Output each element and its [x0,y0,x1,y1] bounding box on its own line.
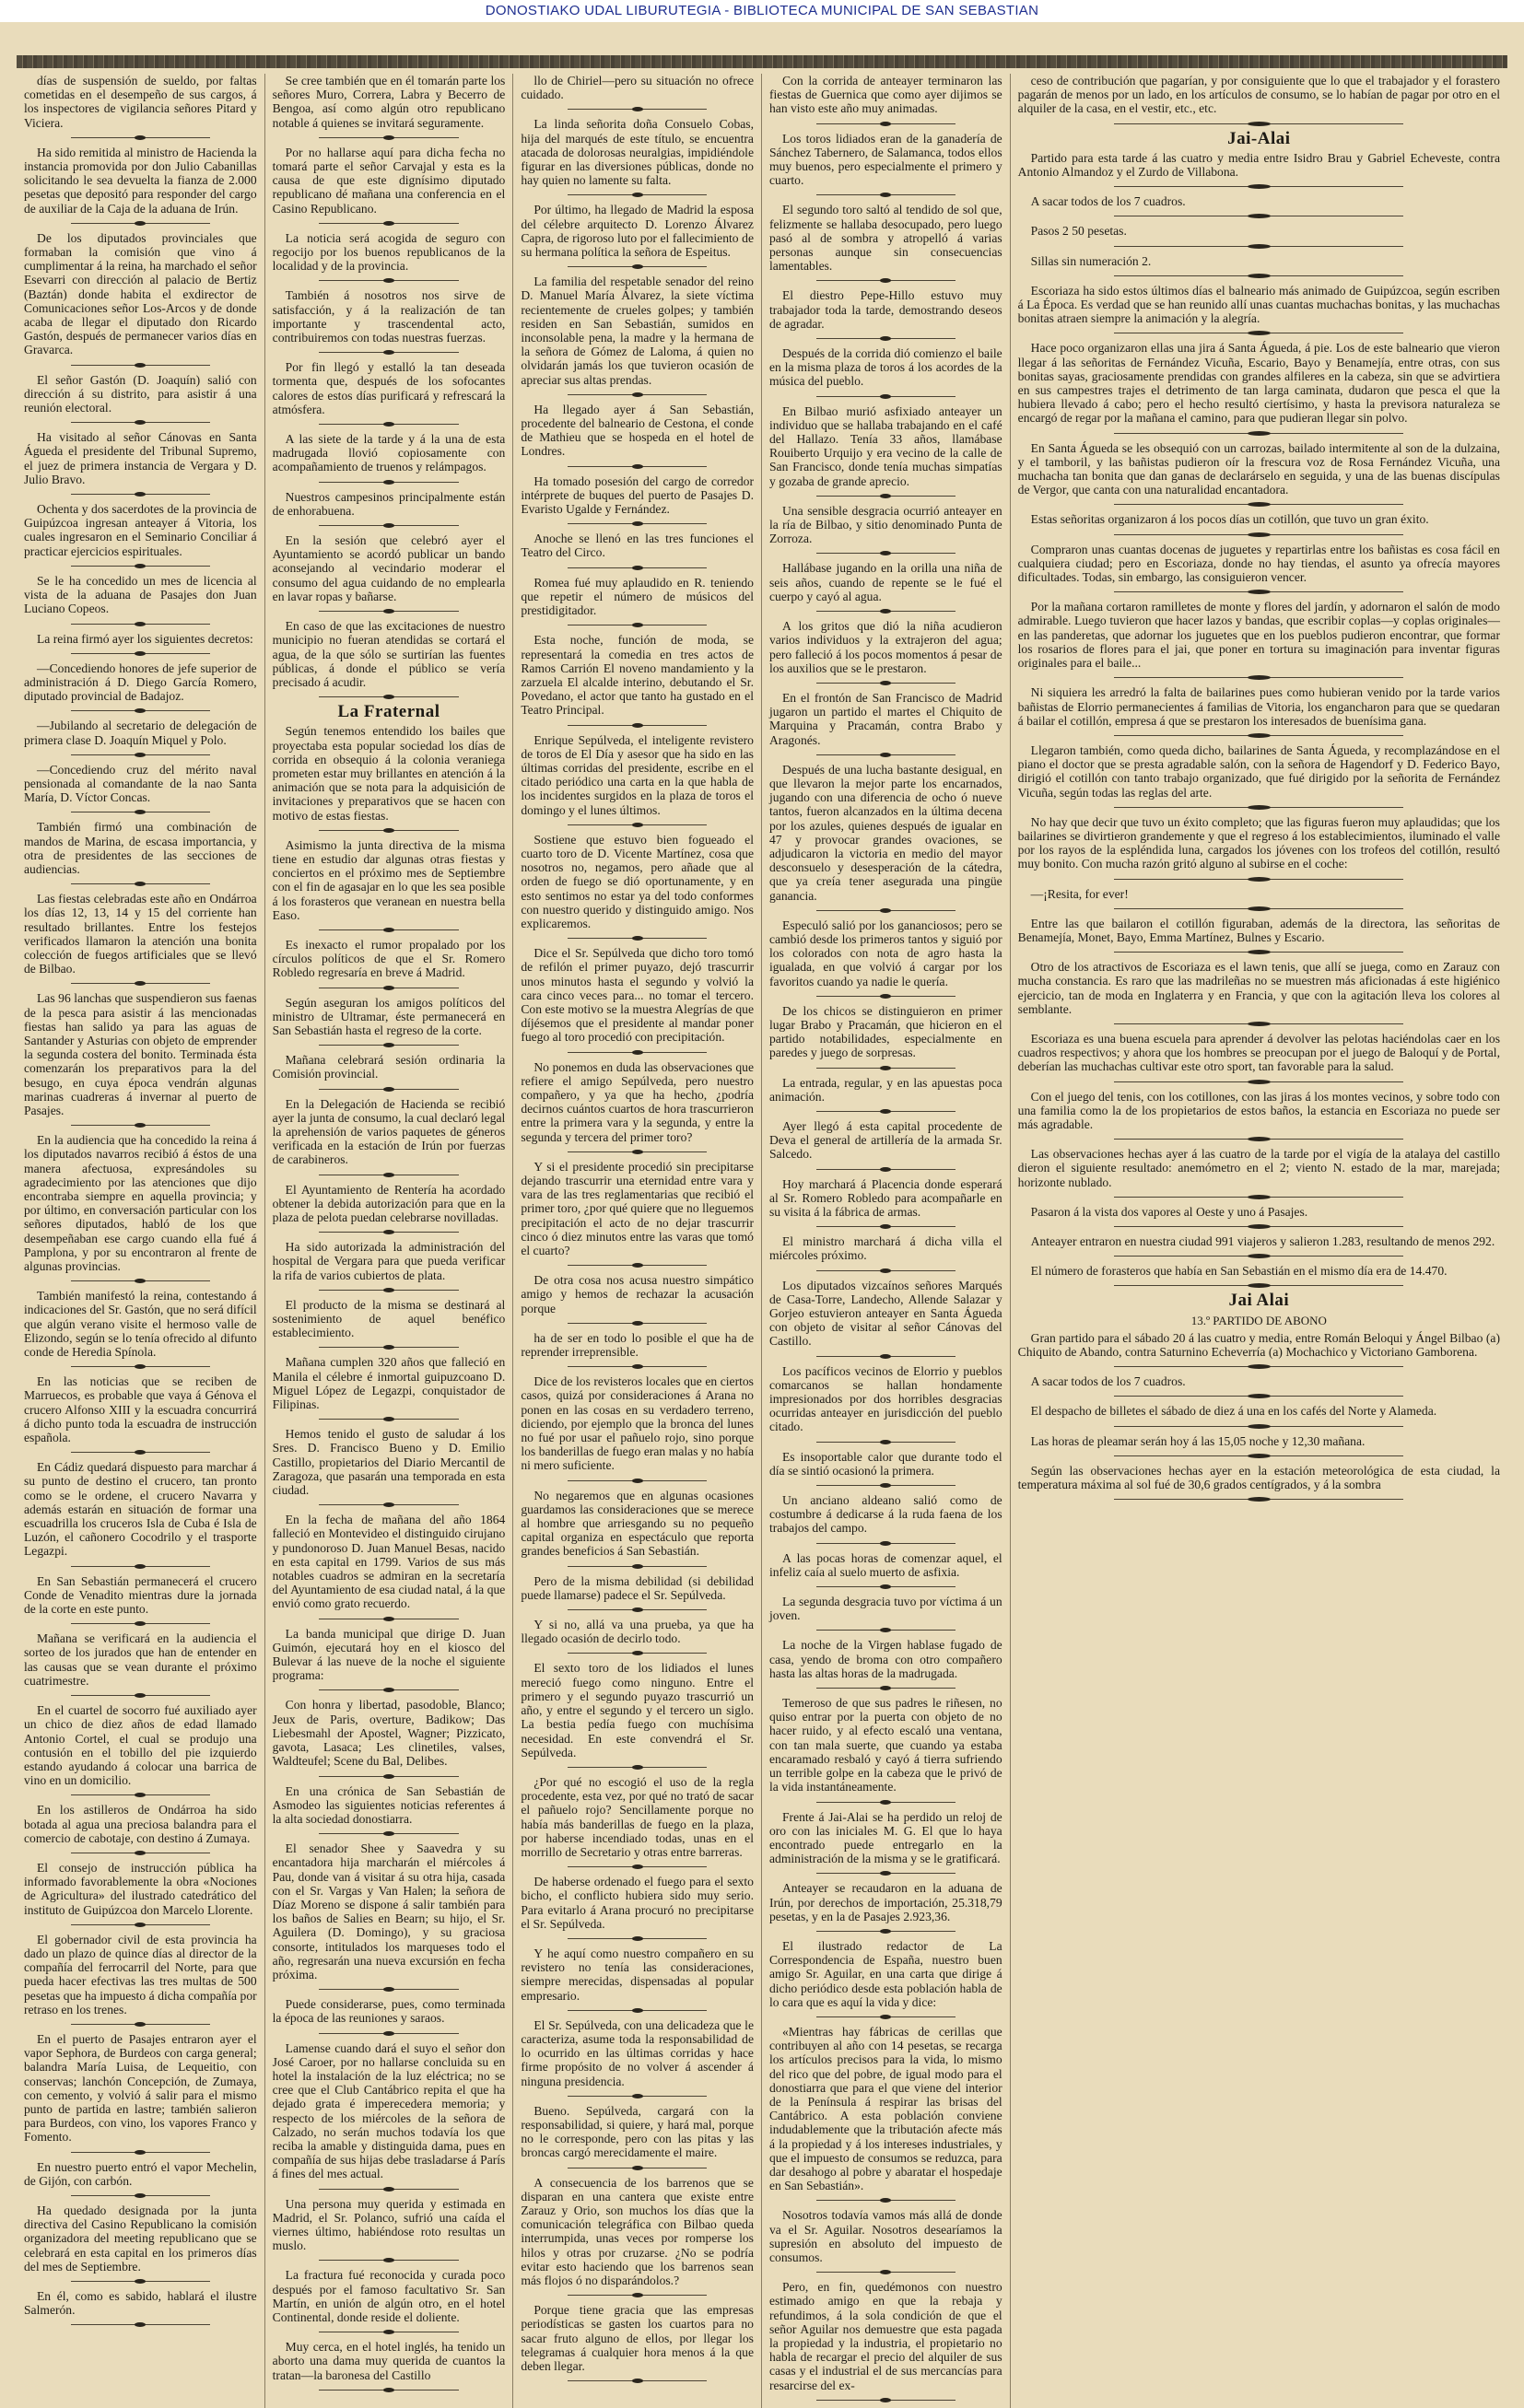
news-item: Entre las que bailaron el cotillón figuraban, además de la directora, las señoritas de Benamejía, Monet, Bayo, Emma Martínez, Bulnes y Escario. [1017,916,1500,944]
news-item: Mañana cumplen 320 años que falleció en Manila el célebre é inmortal guipuzcoano D. Miguel López de Legazpi, conquistador de Filipinas. [272,1355,506,1412]
news-item: Ni siquiera les arredró la falta de bailarines pues como hubieran venido por la tarde varios bañistas de Elorrio permanecientes á familias de Vitoria, los engancharon para que se quedaran á bailar el cotillón, empresa á que se prestaron los interesados de buenísima gana. [1017,685,1500,728]
item-separator [319,1776,459,1777]
item-separator [319,1419,459,1420]
news-item: Escoriaza ha sido estos últimos días el balneario más animado de Guipúzcoa, según escriben á La Época. Es verdad que se han reunido allí unas cuantas muchachas bonitas, y las muchachas bonitas atraen siempre la animación y la alegría. [1017,283,1500,326]
item-separator [568,1265,708,1266]
news-item: Anoche se llenó en las tres funciones el Teatro del Circo. [521,532,754,560]
item-separator [1114,1197,1403,1198]
item-separator [1114,504,1403,505]
item-separator [71,624,211,625]
news-item: De los chicos se distinguieron en primer lugar Brabo y Pracamán, que hicieron en el partido notabilidades, especialmente en paredes y juego de sorpresas. [768,1003,1002,1060]
item-separator [816,396,956,397]
item-separator [319,280,459,281]
news-item: Hoy marchará á Placencia donde esperará al Sr. Romero Robledo para acompañarle en su visita á la fábrica de armas. [768,1176,1002,1219]
item-separator [1114,246,1403,247]
news-item: Partido para esta tarde á las cuatro y media entre Isidro Brau y Gabriel Echeveste, contra Antonio Almandoz y el Zurdo de Villabona. [1017,150,1500,180]
item-separator [568,2380,708,2381]
news-item: En nuestro puerto entró el vapor Mechelin, de Gijón, con carbón. [24,2159,257,2188]
news-item: Y si no, allá va una prueba, ya que ha llegado ocasión de decirlo todo. [521,1618,754,1646]
news-item: El ilustrado redactor de La Correspondencia de España, nuestro buen amigo Sr. Aguilar, en una carta que dirige á dicho periódico desde esta población habla de lo cara que es aquí la vida y dice: [768,1938,1002,2009]
item-separator [1114,1139,1403,1140]
item-separator [568,1151,708,1152]
item-separator [816,1169,956,1170]
news-item: Con honra y libertad, pasodoble, Blanco; Jeux de Paris, overture, Badikow; Das Liebesmahl der Apostel, Wagner; Pizzicato, gavota, Lasaca; Les clinetiles, valses, Waldteufel; Scene du Bal, Delibes. [272,1698,506,1769]
news-item: Ayer llegó á esta capital procedente de Deva el general de artillería de la armada Sr. Salcedo. [768,1118,1002,1162]
news-item: Los toros lidiados eran de la ganadería de Sánchez Tabernero, de Salamanca, todos ellos muy buenos, pero especialmente el primero y cuarto. [768,131,1002,188]
news-item: Hace poco organizaron ellas una jira á Santa Águeda, á pie. Los de este balneario que vieron llegar á las señoritas de Fernández Vicuña, Escario, Bayo y Benamejía, entre otras, con sus bonitas sayas, graciosamente prendidas con grandes alfileres en la cabeza, sin que se advirtiera en sus campestres trajes el detrimento de tan larga caminata, dudaron que pesca el que la hubiera llevado á cabo; pero el hecho resultó ciertísimo, y hasta la previsora naturaleza se encargó de regar por la mañana el camino, para que pudieran llegar sin polvo. [1017,341,1500,426]
news-item: Ochenta y dos sacerdotes de la provincia de Guipúzcoa ingresan anteayer á Vitoria, los cuales ingresaron en el Seminario Conciliar á practicar ejercicios espirituales. [24,502,257,558]
item-separator [568,1866,708,1867]
news-item: Otro de los atractivos de Escoriaza es el lawn tenis, que allí se juega, como en Zarauz con mucha constancia. Es raro que las madrileñas no se muestren más aficionadas á este higiénico ejercicio, tan de moda en Inglaterra y en Francia, y que con la agitación lleva los colores al semblante. [1017,960,1500,1016]
news-item: Y si el presidente procedió sin precipitarse dejando trascurrir una eternidad entre vara y vara de las tres reglamentarias que recibió el primer toro, ¿por qué quiere que no lleguemos precipitación el acto de no dejar trascurrir cinco ó diez minutos entre las varas que tomó el cuarto? [521,1159,754,1258]
news-item: Sillas sin numeración 2. [1030,253,1152,268]
news-item: Gran partido para el sábado 20 á las cuatro y media, entre Román Beloqui y Ángel Bilbao (a) Chiquito de Abando, contra Saturnino Echeverría (a) Mochachico y Victoriano Gamborena. [1017,1330,1500,1359]
item-separator [71,710,211,711]
news-item: Las horas de pleamar serán hoy á las 15,05 noche y 12,30 mañana. [1030,1433,1366,1448]
item-separator [568,523,708,524]
news-item: Frente á Jai-Alai se ha perdido un reloj de oro con las iniciales M. G. El que lo haya encontrado puede entregarlo en la administración de la misma y se le gratificará. [768,1809,1002,1866]
item-separator [568,466,708,467]
item-separator [816,611,956,612]
item-separator [319,137,459,138]
news-item: Dice el Sr. Sepúlveda que dicho toro tomó de refilón el primer puyazo, dejó trascurrir unos minutos hasta el segundo y volvió la cara cinco veces para... no tomar el tercero. Con este motivo se la muestra Alegrías de que díjésemos que el presidente al mandar poner fuego al toro procedió con precipitación. [521,946,754,1045]
news-item: La entrada, regular, y en las apuestas poca animación. [768,1075,1002,1104]
news-item: En una crónica de San Sebastián de Asmodeo las siguientes noticias referentes á la alta sociedad donostiarra. [272,1783,506,1826]
item-separator [319,1089,459,1090]
news-item: Una persona muy querida y estimada en Madrid, el Sr. Polanco, sufrió una caída el viernes último, habiéndose roto resultas un muslo. [272,2196,506,2253]
masthead-rule [17,55,1507,68]
news-item: A consecuencia de los barrenos que se disparan en una cantera que existe entre Zarauz y Orio, son muchos los días que la comunicación telegráfica con Bilbao queda interrumpida, unas veces por romperse los hilos y otras por cruzarse. ¿No se podría evitar esto haciendo que los barrenos sean más flojos ó no disparándolos.? [521,2175,754,2287]
news-item: Mañana celebrará sesión ordinaria la Comisión provincial. [272,1053,506,1081]
item-separator [816,1485,956,1486]
item-separator [568,824,708,825]
news-item: Según las observaciones hechas ayer en la estación meteorológica de esta ciudad, la temperatura máxima al sol fué de 30,6 grados centígrados, y á la sombra [1017,1463,1500,1492]
column-1 [17,74,265,2408]
item-separator [816,2272,956,2273]
column-4 [762,74,1011,2408]
item-separator [319,1689,459,1690]
news-item: Bueno. Sepúlveda, cargará con la responsabilidad, si quiere, y hará mal, porque no le corresponde, pero con las pitas y las broncas cargó merecidamente el maire. [521,2103,754,2160]
item-separator [568,1566,708,1567]
news-item: Mañana se verificará en la audiencia el sorteo de los jurados que han de entender en las causas que se vean durante el próximo cuatrimestre. [24,1631,257,1688]
news-item: Pasaron á la vista dos vapores al Oeste y uno á Pasajes. [1030,1204,1308,1219]
column-3 [513,74,762,2408]
news-item: El diestro Pepe-Hillo estuvo muy trabajador toda la tarde, demostrando deseos de agradar. [768,288,1002,331]
item-separator [71,1623,211,1624]
item-separator [816,1543,956,1544]
item-separator [319,2033,459,2034]
item-separator [1114,1226,1403,1227]
news-item: Pero de la misma debilidad (si debilidad puede llamarse) padece el Sr. Sepúlveda. [521,1573,754,1602]
news-item: Por la mañana cortaron ramilletes de monte y flores del jardín, y adornaron el salón de modo admirable. Luego tuvieron que hacer lazos y bandas, que escribir coplas—y coplas originales—en las panderetas, que adornar los juguetes que en los pueblos pudieron encontrar, que formar los rosarios de flores para el jai, que poner en tortura su imaginación para inventar figuras originales para el baile... [1017,600,1500,671]
news-item: Ha sido remitida al ministro de Hacienda la instancia promovida por don Julio Cabanillas solicitando le sea devuelta la fianza de 2.000 pesetas que depositó para responder del cargo de auxiliar de la Caja de la aduana de Irún. [24,145,257,216]
news-item: Muy cerca, en el hotel inglés, ha tenido un aborto una dama muy querida de cuantos la tratan—la baronesa del Castillo [272,2340,506,2382]
item-separator [816,553,956,554]
news-item: Enrique Sepúlveda, el inteligente revistero de toros de El Día y asesor que ha sido en las últimas corridas del presidente, escribe en el citado periódico una carta en la que habla de los incidentes surgidos en la plaza de toros el domingo y el lunes últimos. [521,732,754,817]
news-item: En las noticias que se reciben de Marruecos, es probable que vaya á Génova el crucero Alfonso XIII y la escuadra concurrirá á dicho punto toda la escuadra de instrucción española. [24,1374,257,1445]
item-separator [816,2200,956,2201]
news-item: La segunda desgracia tuvo por víctima á un joven. [768,1595,1002,1623]
news-item: En el frontón de San Francisco de Madrid jugaron un partido el martes el Chiquito de Marquina y Pracamán, contra Brabo y Aragonés. [768,690,1002,747]
news-item: En la sesión que celebró ayer el Ayuntamiento se acordó publicar un bando aconsejando al vecindario moderar el consumo del agua cuidando de no emplearla en lavar ropas y bañarse. [272,533,506,603]
news-item: Las 96 lanchas que suspendieron sus faenas de la pesca para asistir á las mencionadas fiestas han salido ya para las aguas de Santander y Asturias con objeto de emprender la segunda costera del bonito. Terminada ésta comenzarán los preparativos para la del besugo, en cuya época vendrán algunas marinas cuadreras á invernar al puerto de Pasajes. [24,991,257,1117]
news-item: No hay que decir que tuvo un éxito completo; que las figuras fueron muy aplaudidas; que los bailarines se divirtieron grandemente y que el regreso á los establecimientos, iluminado el valle por los rayos de la espléndida luna, cargados los jóvenes con los trofeos del cotillón, resultó muy bonito. Con mucha razón gritó alguno al subirse en el coche: [1017,814,1500,871]
news-item: Los diputados vizcaínos señores Marqués de Casa-Torre, Landecho, Allende Salazar y Gorjeo estuvieron anteayer en Santa Águeda con objeto de visitar al señor Cánovas del Castillo. [768,1278,1002,1349]
item-separator [816,1586,956,1587]
item-separator [71,2195,211,2196]
item-separator [568,567,708,568]
item-separator [568,1366,708,1367]
item-separator [816,1356,956,1357]
item-separator [71,1794,211,1795]
news-item: Dice de los revisteros locales que en ciertos casos, quizá por consideraciones á Arana no ponen en las cosas en su verdadero terreno, diciendo, por ejemplo que la bronca del lunes no fué por usar el pañuelo rojo, sino porque los banderillas de fuego eran malas y no había ni mero suficiente. [521,1374,754,1473]
item-separator [816,1270,956,1271]
item-separator [568,394,708,395]
news-item: Anteayer entraron en nuestra ciudad 991 viajeros y salieron 1.283, resultando de menos 292. [1030,1233,1495,1248]
news-item: La noticia será acogida de seguro con regocijo por los buenos republicanos de la localidad y de la provincia. [272,230,506,274]
item-separator [1114,1426,1403,1427]
news-item: Ha tomado posesión del cargo de corredor intérprete de buques del puerto de Pasajes D. Evaristo Ugalde y Fernández. [521,473,754,517]
news-item: En el cuartel de socorro fué auxiliado ayer un chico de diez años de edad llamado Antonio Cortel, el cual se produjo una contusión en el tobillo del pie izquierdo estando ayudando á colocar una barrica de vino en un domicilio. [24,1703,257,1788]
item-separator [319,2189,459,2190]
item-separator [71,422,211,423]
item-separator [319,1232,459,1233]
news-item: A los gritos que dió la niña acudieron varios individuos y la extrajeron del agua; pero falleció á los pocos momentos á pesar de los auxilios que se le prestaron. [768,619,1002,675]
news-item: La fractura fué reconocida y curada poco después por el famoso facultativo Sr. San Martín, en unión de algún otro, en el hotel Continental, donde reside el doliente. [272,2268,506,2324]
item-separator [71,1695,211,1696]
item-separator [1114,591,1403,592]
news-item: Pasos 2 50 pesetas. [1030,224,1127,239]
item-separator [816,1630,956,1631]
news-item: El segundo toro saltó al tendido de sol que, felizmente se hallaba desocupado, pero luego pasó al de sombra y atropelló á varias personas aunque sin consecuencias lamentables. [768,203,1002,274]
item-separator [1114,1499,1403,1500]
item-separator [568,194,708,195]
item-separator [1114,735,1403,736]
news-item: Llegaron también, como queda dicho, bailarines de Santa Águeda, y recomplazándose en el piano el doctor que se presta agradable salón, con la señora de Hagendorf y D. Federico Bayo, dirigió el cotillón con tanto trabajo organizado, que fué dirigido por la señorita de Fernández Vicuña, según todas las reglas del arte. [1017,742,1500,800]
item-separator [71,137,211,138]
news-item: Los pacíficos vecinos de Elorrio y pueblos comarcanos se hallan hondamente impresionados por dos horribles desgracias ocurridas anteayer en jurisdicción del pueblo citado. [768,1363,1002,1434]
item-separator [568,109,708,110]
item-separator [568,725,708,726]
item-separator [568,266,708,267]
item-separator [1114,952,1403,953]
news-item: Un anciano aldeano salió como de costumbre á dedicarse á la ruda faena de los trabajos del campo. [768,1493,1002,1536]
item-separator [319,525,459,526]
news-item: La linda señorita doña Consuelo Cobas, hija del marqués de este título, se encuentra atacada de dolorosas neuralgias, impidiéndole figurar en las diversiones públicas, donde no hay quien no lamente su falta. [521,117,754,188]
item-separator [71,2024,211,2025]
news-item: Anteayer se recaudaron en la aduana de Irún, por derechos de importación, 25.318,79 pesetas, y en la de Pasajes 2.923,36. [768,1881,1002,1923]
item-separator [816,1068,956,1069]
item-separator [816,910,956,911]
item-separator [319,611,459,612]
item-separator [71,883,211,884]
news-item: ha de ser en todo lo posible el que ha de reprender irreprensible. [521,1330,754,1360]
news-item: llo de Chiriel—pero su situación no ofrece cuidado. [521,74,754,102]
news-item: Según tenemos entendido los bailes que proyectaba esta popular sociedad los días de corrida en obsequio á la colonia veraniega prometen estar muy brillantes en atención á la animación que se nota para la adquisición de invitaciones y preparativos que se hacen con motivo de estas fiestas. [272,724,506,823]
item-separator [319,2260,459,2261]
item-separator [1114,123,1403,124]
news-item: A sacar todos de los 7 cuadros. [1030,194,1186,209]
news-item: Se le ha concedido un mes de licencia al vista de la aduana de Pasajes don Juan Luciano Copeos. [24,573,257,616]
news-item: El gobernador civil de esta provincia ha dado un plazo de quince días al director de la compañía del ferrocarril del Norte, para que pueda hacer efectivas las tres multas de 500 pesetas que ha impuesto á dicha compañía por retraso en los trenes. [24,1932,257,2016]
news-item: Asimismo la junta directiva de la misma tiene en estudio dar algunas otras fiestas y conciertos en el próximo mes de Septiembre con el fin de agasajar en lo que les sea posible á los forasteros que veranean en nuestra bella Easo. [272,837,506,922]
item-separator [319,830,459,831]
news-item: A las siete de la tarde y á la una de esta madrugada llovió copiosamente con acompañamiento de truenos y relámpagos. [272,432,506,474]
item-separator [816,2400,956,2401]
news-item: En el puerto de Pasajes entraron ayer el vapor Sephora, de Burdeos con carga general; balandra María Luisa, de Lequeitio, con conservas; lanchón Concepción, de Zumaya, con cemento, y volvió á salir para el mismo punto de partida en lastre; también salieron para Burdeos, con vino, los vapores Franco y Fomento. [24,2031,257,2145]
item-separator [1114,534,1403,535]
news-item: Hallábase jugando en la orilla una niña de seis años, cuando de repente se le fué el cuerpo y cayó al agua. [768,561,1002,603]
column-5 [1011,74,1507,2408]
news-item: Ha llegado ayer á San Sebastián, procedente del balneario de Cestona, el conde de Mathieu que se hospeda en el hotel de Londres. [521,402,754,459]
news-item: No ponemos en duda las observaciones que refiere el amigo Sepúlveda, pero nuestro compañero, y ya que ha hecho, ¿podría decirnos cuántos cuartos de hora trascurrieron entre la primera vara y la segunda, y entre la segunda y tercera del primer toro? [521,1059,754,1144]
item-separator [816,280,956,281]
item-separator [319,1347,459,1348]
news-item: Ha visitado al señor Cánovas en Santa Águeda el presidente del Tribunal Supremo, el juez de primera instancia de Vergara y D. Julio Bravo. [24,430,257,486]
news-item: Escoriaza es una buena escuela para aprender á devolver las pelotas haciéndolas caer en los cuadros respectivos; y ahora que los hombres se preocupan por el juego de Baloquí y de Portal, deberían las muchachas cultivar este otro sport, tan favorable para la salud. [1017,1031,1500,1074]
item-separator [319,696,459,697]
news-item: El senador Shee y Saavedra y su encantadora hija marcharán el miércoles á Pau, donde van á visitar á su otra hija, casada con el Sr. Vargas y Van Halen; la señora de Díaz Moreno se dispone á salir también para los baños de Salies en Bearn; su hijo, el Sr. Aguilera (D. Domingo), y su graciosa consorte, intitulados los marqueses todo el año, regresarán una nueva excursión en fecha próxima. [272,1841,506,1981]
item-separator [319,1989,459,1990]
item-separator [71,2324,211,2325]
item-separator [816,1111,956,1112]
news-item: En la audiencia que ha concedido la reina á los diputados navarros recibió á éstos de una manera afectuosa, expresándoles su agradecimiento por las atenciones que dijo encontraba siempre en aquella provincia; y por último, en conversación particular con los señores diputados, habló de los que desempeñaban ese cargo cuando ella fué á Pamplona, y por su encontraron al frente de algunas provincias. [24,1133,257,1274]
news-item: También firmó una combinación de mandos de Marina, de escasa importancia, y otra de presidentes de las secciones de audiencias. [24,820,257,876]
item-separator [71,1924,211,1925]
item-separator [816,1802,956,1803]
item-separator [319,1045,459,1046]
item-separator [319,424,459,425]
news-item: Después de la corrida dió comienzo el baile en la misma plaza de toros á los acordes de la música del pueblo. [768,346,1002,389]
item-separator [1114,1256,1403,1257]
item-separator [71,653,211,654]
item-separator [319,223,459,224]
news-item: —Jubilando al secretario de delegación de primera clase D. Joaquín Miquel y Polo. [24,719,257,747]
item-separator [319,482,459,483]
section-subheading: 13.º PARTIDO DE ABONO [1190,1313,1327,1327]
news-item: A las pocas horas de comenzar aquel, el infeliz caía al suelo muerto de asfixia. [768,1550,1002,1579]
item-separator [816,194,956,195]
news-item: Estas señoritas organizaron á los pocos días un cotillón, que tuvo un gran éxito. [1030,512,1429,527]
item-separator [71,2281,211,2282]
news-item: De haberse ordenado el fuego para el sexto bicho, el conflicto hubiera sido muy serio. Para evitarlo á Arana procuró no precipitarse el Sr. Sepúlveda. [521,1875,754,1931]
item-separator [1114,807,1403,808]
item-separator [71,1452,211,1453]
item-separator [1114,908,1403,909]
news-item: Compraron unas cuantas docenas de juguetes y repartirlas entre los bañistas es cosa fácil en cualquiera ciudad; pero en Escoriaza, donde no hay tiendas, el asunto ya ofrecía mayores dificultades. Todas, sin embargo, las consiguieron vencer. [1017,542,1500,585]
item-separator [71,494,211,495]
section-heading: Jai Alai [1228,1291,1290,1311]
news-item: Con la corrida de anteayer terminaron las fiestas de Guernica que como ayer dijimos se han visto este año muy animadas. [768,74,1002,116]
news-item: En la fecha de mañana del año 1864 falleció en Montevideo el distinguido cirujano y pundonoroso D. Juan Manuel Besas, nacido en esta capital en 1799. Varios de sus más notables cuadros se admiran en la secretaría del Ayuntamiento de esa ciudad natal, á la que envió como grato recuerdo. [272,1513,506,1611]
news-item: Esta noche, función de moda, se representará la comedia en tres actos de Ramos Carrión El noveno mandamiento y la zarzuela El alcalde interino, debutando el Sr. Povedano, el actor que tanto ha gustado en el Teatro Principal. [521,633,754,718]
news-item: Especuló salió por los gananciosos; pero se cambió desde los primeros tantos y siguió por los colorados con nota de agro hasta la igualada, en que volvió á cargar por los favoritos cuando ya nadie le quería. [768,918,1002,988]
news-item: Romea fué muy aplaudido en R. teniendo que repetir el número de músicos del prestidigitador. [521,575,754,618]
news-item: La reina firmó ayer los siguientes decretos: [37,631,253,646]
news-item: En Santa Águeda se les obsequió con un carrozas, bailado intermitente al son de la dulzaina, y el tamboril, y las bañistas pudieron oír la frescura voz de Rosa Fernández Vicuña, una muchacha tan bonita que dan ganas de declarárselo en seguida, y una de las buenas discípulas de Vergor, que canta con una naturalidad encantadora. [1017,440,1500,497]
item-separator [568,1767,708,1768]
item-separator [71,983,211,984]
news-item: Porque tiene gracia que las empresas periodísticas se gasten los cuartos para no sacar fruto alguno de ellos, por llegar los telegramas á cualquier hora menos á la que deben llegar. [521,2303,754,2374]
item-separator [816,1442,956,1443]
news-item: Por fin llegó y estalló la tan deseada tormenta que, después de los sofocantes calores de estos días purificará y refrescará la atmósfera. [272,360,506,416]
item-separator [568,1938,708,1939]
item-separator [568,2010,708,2011]
news-item: De otra cosa nos acusa nuestro simpático amigo y hemos de rechazar la acusación porque [521,1273,754,1315]
item-separator [71,365,211,366]
news-item: El producto de la misma se destinará al sostenimiento de aquel benéfico establecimiento. [272,1297,506,1340]
news-item: En caso de que las excitaciones de nuestro municipio no fueran atendidas se cortará el agua, de la que sólo se surtirían las fuentes públicas, á donde el público se vería precisado á acudir. [272,619,506,689]
news-item: Ha quedado designada por la junta directiva del Casino Republicano la comisión organizadora del meeting republicano que se celebrará en esta capital en los primeros días del mes de Septiembre. [24,2203,257,2274]
item-separator [71,223,211,224]
news-item: Ha sido autorizada la administración del hospital de Vergara para que pueda verificar la rifa de varios cubiertos de plata. [272,1240,506,1282]
item-separator [816,1931,956,1932]
item-separator [1114,186,1403,187]
news-item: Según aseguran los amigos políticos del ministro de Ultramar, éste permanecerá en San Sebastián hasta el regreso de la corte. [272,995,506,1037]
library-banner: DONOSTIAKO UDAL LIBURUTEGIA - BIBLIOTECA MUNICIPAL DE SAN SEBASTIAN [0,0,1524,22]
item-separator [568,1323,708,1324]
news-item: Una sensible desgracia ocurrió anteayer en la ría de Bilbao, y sitio denominado Punta de Zorroza. [768,503,1002,546]
item-separator [568,938,708,939]
item-separator [568,1052,708,1053]
item-separator [1114,1396,1403,1397]
news-item: El Sr. Sepúlveda, con una delicadeza que le caracteriza, asume toda la responsabilidad de lo ocurrido en las últimas corridas y hace firme propósito de no volver á ascender á ninguna presidencia. [521,2017,754,2088]
item-separator [71,2152,211,2153]
news-item: El consejo de instrucción pública ha informado favorablemente la obra «Nociones de Agricultura» del ilustrado catedrático del instituto de Guipúzcoa don Marcelo Llorente. [24,1860,257,1917]
news-item: «Mientras hay fábricas de cerillas que contribuyen al año con 14 pesetas, se recarga los artículos precisos para la vida, lo mismo del rico que del pobre, de igual modo para el donostiarra que para el que viene del interior de la Península á respirar las brisas del Cantábrico. A esta población conviene indudablemente que la tributación afecte más á la propiedad y á los intereses industriales, y que el impuesto de consumos se reduzca, para dar desahogo al pobre y abaratar el hospedaje en San Sebastián». [768,2024,1002,2193]
news-item: La banda municipal que dirige D. Juan Guimón, ejecutará hoy en el kiosco del Bulevar á las nueve de la noche el siguiente programa: [272,1626,506,1683]
news-item: Por no hallarse aquí para dicha fecha no tomará parte el señor Carvajal y esta es la causa de que este dignísimo diputado republicano dé mañana una conferencia en el Casino Republicano. [272,145,506,216]
item-separator [71,754,211,755]
news-item: Hemos tenido el gusto de saludar á los Sres. D. Francisco Bueno y D. Emilio Castillo, propietarios del Diario Mercantil de Zaragoza, que pasarán una temporada en esta ciudad. [272,1427,506,1498]
news-item: Es insoportable calor que durante todo el día se sintió ocasionó la primera. [768,1449,1002,1478]
section-heading: La Fraternal [337,702,440,722]
item-separator [319,1833,459,1834]
news-item: Sostiene que estuvo bien fogueado el cuarto toro de D. Vicente Martínez, cosa que nosotros no, negamos, pero añade que al orden de fuego se dió oportunamente, y en esto sentimos no estar ya del todo conformes con nuestro querido y distinguido amigo. Nos explicaremos. [521,832,754,930]
item-separator [1114,1366,1403,1367]
item-separator [1114,1285,1403,1286]
news-item: Pero, en fin, quedémonos con nuestro estimado amigo en que la rebaja y refundimos, á la sola condición de que el señor Aguilar nos demuestre que esta pagada la propiedad y la industria, el propietario no habla de recargar el precio del alquiler de sus casas y el industrial el de sus mercancías para resarcirse del ex- [768,2280,1002,2392]
news-item: El sexto toro de los lidiados el lunes mereció fuego como ninguno. Entre el primero y el segundo puyazo trascurrió un año, y entre el segundo y el tercero un siglo. La bestia pedía fuego con muchísima necesidad. En este convendrá el Sr. Sepúlveda. [521,1661,754,1759]
news-item: —Concediendo cruz del mérito naval pensionada al comandante de la nao Santa María, D. Víctor Concas. [24,762,257,805]
news-item: Puede considerarse, pues, como terminada la época de las reuniones y saraos. [272,1997,506,2026]
item-separator [71,1366,211,1367]
item-separator [568,1653,708,1654]
news-item: El Ayuntamiento de Rentería ha acordado obtener la debida autorización para que en la plaza de pelota puedan celebrarse novilladas. [272,1182,506,1224]
news-item: Después de una lucha bastante desigual, en que llevaron la mejor parte los encarnados, jugando con una diferencia de ocho ó nueve tantos, fueron alcanzados en la última decena por los azules, quienes después de igualar en 47 y provocar grandes ovaciones, se adjudicaron la victoria en medio del mayor desconsuelo y desesperación de la cátedra, que ya creía tener asegurada una pingüe ganancia. [768,762,1002,903]
item-separator [1114,1455,1403,1456]
item-separator [71,1566,211,1567]
item-separator [816,1873,956,1874]
news-item: ceso de contribución que pagarían, y por consiguiente que lo que el trabajador y el forastero pagarán de menos por un lado, en los artículos de consumo, se lo habían de pagar por otro en el alquiler de la casa, en el vestir, etc., etc. [1017,74,1500,116]
news-item: días de suspensión de sueldo, por faltas cometidas en el desempeño de sus cargos, á los inspectores de vigilancia señores Pitard y Viciera. [24,74,257,130]
news-item: Con el juego del tenis, con los cotillones, con las jiras á los montes vecinos, y sobre todo con una familia como la de los propietarios de estos baños, la estancia en Escoriaza no puede ser más agradable. [1017,1089,1500,1131]
news-item: Y he aquí como nuestro compañero en su revistero no tenía las consideraciones, siempre merecidas, dispensadas al popular empresario. [521,1946,754,2003]
news-item: Las observaciones hechas ayer á las cuatro de la tarde por el vigía de la atalaya del castillo dieron el siguiente resultado: anemómetro en el 2; viento N. estado de la mar, marejada; horizonte nublado. [1017,1147,1500,1189]
news-item: La familia del respetable senador del reino D. Manuel María Álvarez, la siete víctima recientemente de crueles golpes; y también residen en San Sebastián, sumidos en inconsolable pena, la madre y la hermana de la señora de Gómez de Laloma, á quien no olvidarán jamás los que tuvieron ocasión de apreciar sus altas prendas. [521,275,754,387]
news-item: Nuestros campesinos principalmente están de enhorabuena. [272,489,506,518]
item-separator [816,1688,956,1689]
news-item: En él, como es sabido, hablará el ilustre Salmerón. [24,2289,257,2318]
item-separator [1114,879,1403,880]
news-item: A sacar todos de los 7 cuadros. [1030,1374,1186,1389]
news-item: En los astilleros de Ondárroa ha sido botada al agua una preciosa balandra para el comercio de cabotaje, con destino á Zumaya. [24,1803,257,1845]
item-separator [319,929,459,930]
item-separator [319,1504,459,1505]
news-item: También á nosotros nos sirve de satisfacción, y á la realización de tan importante y trascendental acto, contribuiremos con todas nuestras fuerzas. [272,288,506,345]
news-item: Se cree también que en él tomarán parte los señores Muro, Correra, Labra y Becerro de Bengoa, así como algún otro republicano notable á quienes se invitará seguramente. [272,74,506,130]
news-item: ¿Por qué no escogió el uso de la regla procedente, esta vez, por qué no trató de sacar el pañuelo rojo? Sencillamente porque no había más banderillas de fuego en la plaza, por haberse incendiado todas, unas en el morrillo de Secretario y otras entre barreras. [521,1774,754,1859]
news-item: Las fiestas celebradas este año en Ondárroa los días 12, 13, 14 y 15 del corriente han resultado brillantes. Entre los festejos verificados llamaron la atención una bonita colección de fuegos artificiales que se llevó de Bilbao. [24,892,257,976]
news-item: En la Delegación de Hacienda se recibió ayer la junta de consumo, la cual declaró legal la aprehensión de varios paquetes de géneros verificada en la estación de Irún por fuerzas de carabineros. [272,1096,506,1167]
news-item: El ministro marchará á dicha villa el miércoles próximo. [768,1234,1002,1263]
item-separator [816,2016,956,2017]
news-item: Es inexacto el rumor propalado por los círculos políticos de que el Sr. Romero Robledo regresaría en breve á Madrid. [272,937,506,980]
item-separator [1114,1023,1403,1024]
news-item: El número de forasteros que había en San Sebastián en el mismo día era de 14.470. [1030,1264,1448,1279]
item-separator [816,996,956,997]
item-separator [568,2096,708,2097]
item-separator [71,1125,211,1126]
item-separator [1114,677,1403,678]
news-item: La noche de la Virgen hablase fugado de casa, yendo de broma con otro compañero hasta las altas horas de la madrugada. [768,1638,1002,1680]
news-item: En Cádiz quedará dispuesto para marchar á su punto de destino el crucero, tan pronto como se le ordene, el crucero Navarra y además estarán en situación de formar una escuadrilla los cruceros Isla de Cuba é Isla de Luzón, el cañonero Cocodrilo y el trasporte Legazpi. [24,1460,257,1559]
news-item: En San Sebastián permanecerá el crucero Conde de Venadito mientras dure la jornada de la corte en este punto. [24,1573,257,1617]
news-item: Nosotros todavía vamos más allá de donde va el Sr. Aguilar. Nosotros desearíamos la supresión en absoluto del impuesto de consumos. [768,2208,1002,2264]
news-item: Por último, ha llegado de Madrid la esposa del célebre arquitecto D. Lorenzo Álvarez Capra, de rigoroso luto por el fallecimiento de su hermana política la señora de Espeitus. [521,203,754,260]
item-separator [568,1480,708,1481]
item-separator [568,2295,708,2296]
item-separator [816,338,956,339]
news-item: Lamense cuando dará el suyo el señor don José Caroer, por no hallarse concluida su en hotel la instalación de la luz eléctrica; no se cree que el Club Cantábrico repita el que ha dejado grata é imperecedera memoria; y respecto de los miércoles de la señora de Calzado, no serán muchos todavía los que reciba la amable y distinguida dama, pues en compañía de sus hijas debe trasladarse á París á fines del mes actual. [272,2040,506,2181]
item-separator [319,1290,459,1291]
news-item: El señor Gastón (D. Joaquín) salió con dirección á su distrito, para asistir á una reunión electoral. [24,372,257,415]
item-separator [816,1226,956,1227]
item-separator [1114,1081,1403,1082]
item-separator [71,1280,211,1281]
item-separator [1114,433,1403,434]
article-columns [17,74,1507,2392]
news-item: Temeroso de que sus padres le riñesen, no quiso entrar por la puerta con objeto de no hacer ruido, y al efecto escaló una ventana, con tan mala suerte, que cuando ya estaba encaramado resbaló y cayó á tierra sufriendo un terrible golpe en la cabeza que le privó de la vida instantáneamente. [768,1696,1002,1794]
item-separator [1114,275,1403,276]
news-item: De los diputados provinciales que formaban la comisión que vino á cumplimentar á la reina, ha marchado el señor Esevarri con dirección al palacio de Bertiz (Baztán) donde habita el exdirector de Comunicaciones señor Los-Arcos y de donde acaba de llegar el diputado don Ricardo Gastón, después de permanecer varios días en Gravarca. [24,230,257,357]
news-item: No negaremos que en algunas ocasiones guardamos las consideraciones que se merece al hombre que arriesgando su no pequeño capital organiza en espectáculo que reporta grandes beneficios á San Sebastián. [521,1488,754,1559]
news-item: —¡Resita, for ever! [1030,886,1129,901]
item-separator [816,123,956,124]
news-item: En Bilbao murió asfixiado anteayer un individuo que se hallaba trabajando en el café del Hallazo. Tenía 33 años, llamábase Rouiberto Urquijo y era vecino de la calle de San Francisco, donde tenía muchas simpatías y gozaba de grande aprecio. [768,403,1002,488]
item-separator [319,352,459,353]
news-item: El despacho de billetes el sábado de diez á una en los cafés del Norte y Alameda. [1030,1404,1437,1419]
item-separator [816,496,956,497]
item-separator [816,683,956,684]
column-2 [265,74,514,2408]
item-separator [816,754,956,755]
news-item: —Concediendo honores de jefe superior de administración á D. Diego García Romero, diputado provincial de Badajoz. [24,660,257,704]
item-separator [71,566,211,567]
section-heading: Jai-Alai [1227,128,1291,148]
news-item: También manifestó la reina, contestando á indicaciones del Sr. Gastón, que no será difícil que algún verano visite el hermoso valle de Elizondo, según se lo tenía ofrecido al difunto conde de Heredia Spínola. [24,1289,257,1360]
item-separator [568,1609,708,1610]
